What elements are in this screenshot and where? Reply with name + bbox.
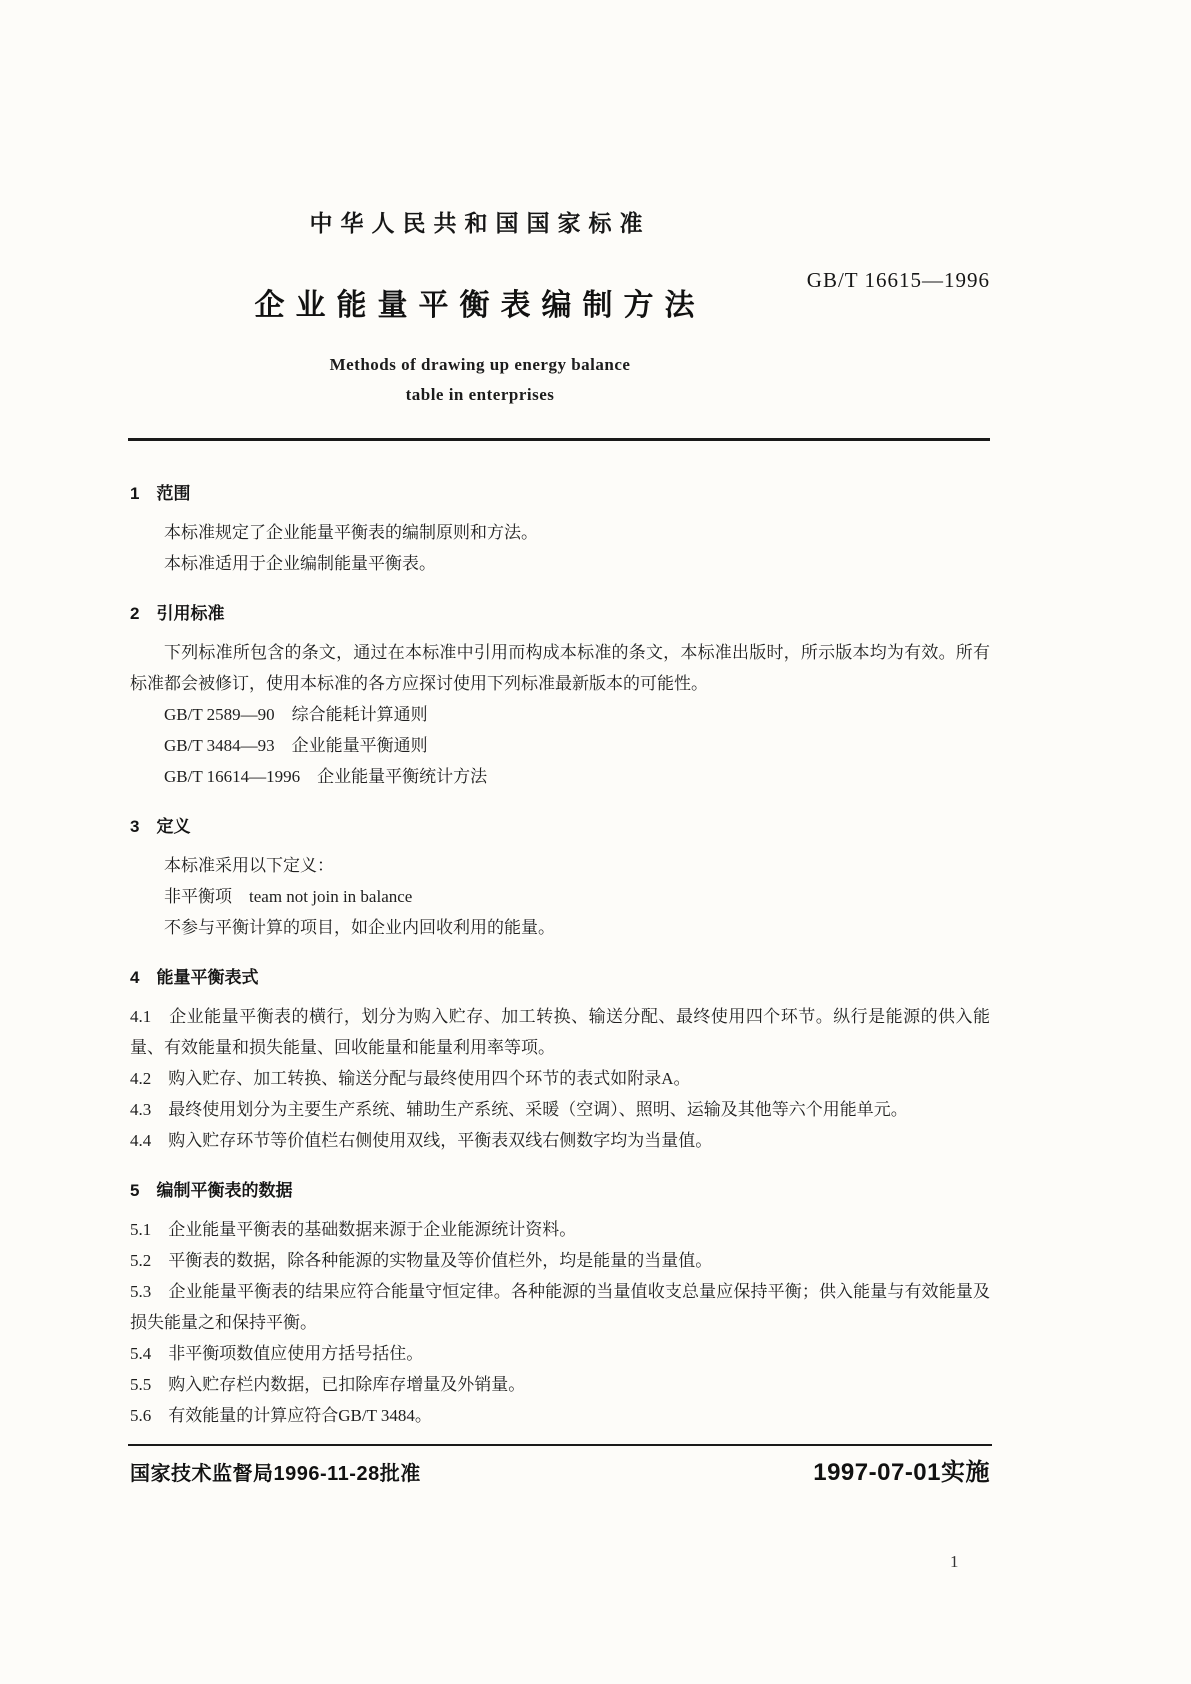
- standard-label: 中华人民共和国国家标准: [309, 210, 651, 236]
- section-3-definitions: [130, 816, 990, 943]
- clause: 5.2 平衡表的数据，除各种能源的实物量及等价值栏外，均是能量的当量值。: [130, 1251, 713, 1270]
- reference-item: GB/T 2589—90 综合能耗计算通则: [164, 705, 428, 724]
- clause: 5.4 非平衡项数值应使用方括号括住。: [130, 1344, 424, 1363]
- english-subtitle-line-1: Methods of drawing up energy balance: [329, 355, 631, 374]
- reference-item: GB/T 16614—1996 企业能量平衡统计方法: [164, 767, 488, 786]
- header-divider: [128, 438, 990, 441]
- paragraph: 不参与平衡计算的项目，如企业内回收利用的能量。: [164, 918, 555, 937]
- section-5-data: [130, 1180, 990, 1431]
- clause: 4.2 购入贮存、加工转换、输送分配与最终使用四个环节的表式如附录A。: [130, 1069, 691, 1088]
- clause: 5.3 企业能量平衡表的结果应符合能量守恒定律。各种能源的当量值收支总量应保持平衡；供入能量与有效能量及损失能量之和保持平衡。: [130, 1282, 990, 1332]
- document-footer: [130, 1452, 990, 1487]
- section-1-scope: [130, 483, 990, 579]
- document-header: [130, 205, 990, 441]
- clause: 5.6 有效能量的计算应符合GB/T 3484。: [130, 1406, 432, 1425]
- section-2-references: [130, 603, 990, 792]
- title-block: [130, 205, 830, 410]
- clause: 4.4 购入贮存环节等价值栏右侧使用双线，平衡表双线右侧数字均为当量值。: [130, 1131, 713, 1150]
- standard-code: GB/T 16615—1996: [806, 268, 990, 292]
- paragraph: 本标准适用于企业编制能量平衡表。: [164, 554, 436, 573]
- implementation-text: 1997-07-01实施: [813, 1459, 990, 1486]
- reference-item: GB/T 3484—93 企业能量平衡通则: [164, 736, 428, 755]
- page-number: 1: [950, 1552, 959, 1571]
- section-heading: 4 能量平衡表式: [130, 968, 259, 987]
- clause: 5.5 购入贮存栏内数据，已扣除库存增量及外销量。: [130, 1375, 526, 1394]
- paragraph: 本标准规定了企业能量平衡表的编制原则和方法。: [164, 523, 538, 542]
- clause: 5.1 企业能量平衡表的基础数据来源于企业能源统计资料。: [130, 1220, 577, 1239]
- paragraph: 非平衡项 team not join in balance: [164, 887, 413, 906]
- section-heading: 2 引用标准: [130, 604, 225, 623]
- english-subtitle-line-2: table in enterprises: [405, 385, 555, 404]
- section-heading: 5 编制平衡表的数据: [130, 1181, 293, 1200]
- english-subtitle: [130, 350, 830, 410]
- clause: 4.1 企业能量平衡表的横行，划分为购入贮存、加工转换、输送分配、最终使用四个环节。纵行是能源的供入能量、有效能量和损失能量、回收能量和能量利用率等项。: [130, 1007, 990, 1057]
- paragraph: 本标准采用以下定义：: [164, 856, 334, 875]
- section-heading: 3 定义: [130, 817, 191, 836]
- document-title: 企业能量平衡表编制方法: [254, 289, 706, 322]
- document-content: [130, 0, 990, 1431]
- clause: 4.3 最终使用划分为主要生产系统、辅助生产系统、采暖（空调）、照明、运输及其他等六个用能单元。: [130, 1100, 908, 1119]
- footer-divider: [128, 1444, 992, 1446]
- section-4-table-format: [130, 967, 990, 1156]
- section-heading: 1 范围: [130, 484, 191, 503]
- paragraph: 下列标准所包含的条文，通过在本标准中引用而构成本标准的条文，本标准出版时，所示版本均为有效。所有标准都会被修订，使用本标准的各方应探讨使用下列标准最新版本的可能性。: [130, 643, 990, 693]
- approval-text: 国家技术监督局1996-11-28批准: [130, 1463, 421, 1485]
